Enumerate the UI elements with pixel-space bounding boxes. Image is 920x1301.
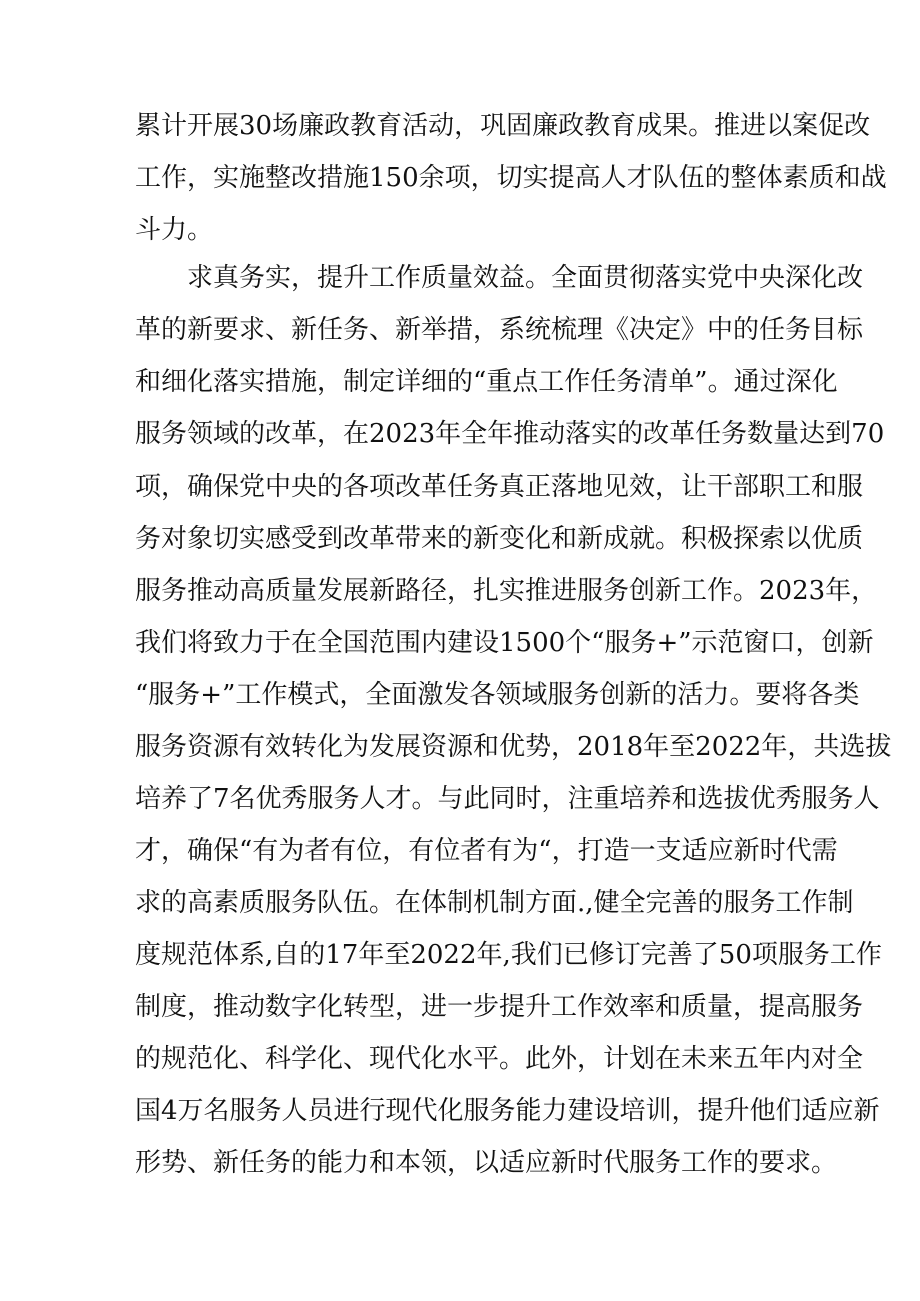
text-line-15: 才，确保“有为者有位，有位者有为“，打造一支适应新时代需 [135,836,838,866]
text-line-19: 的规范化、科学化、现代化水平。此外，计划在未来五年内对全 [135,1044,864,1074]
text-line-3: 斗力。 [135,215,214,245]
text-line-6: 和细化落实措施，制定详细的“重点工作任务清单”。通过深化 [135,367,838,397]
text-line-12: “服务+”工作模式，全面激发各领域服务创新的活力。要将各类 [135,680,860,710]
text-line-17: 度规范体系,自的17年至2022年,我们已修订完善了50项服务工作 [135,940,882,970]
text-line-5: 革的新要求、新任务、新举措，系统梳理《决定》中的任务目标 [135,315,864,345]
text-line-16: 求的高素质服务队伍。在体制机制方面.,健全完善的服务工作制 [135,888,854,918]
text-line-8: 项，确保党中央的各项改革任务真正落地见效，让干部职工和服 [135,472,864,502]
text-line-18: 制度，推动数字化转型，进一步提升工作效率和质量，提高服务 [135,992,864,1022]
text-line-20: 国4万名服务人员进行现代化服务能力建设培训，提升他们适应新 [135,1096,880,1126]
text-line-14: 培养了7名优秀服务人才。与此同时，注重培养和选拔优秀服务人 [135,784,880,814]
text-line-11: 我们将致力于在全国范围内建设1500个“服务+”示范窗口，创新 [135,628,874,658]
text-line-1: 累计开展30场廉政教育活动，巩固廉政教育成果。推进以案促改 [135,111,871,141]
text-line-21: 形势、新任务的能力和本领，以适应新时代服务工作的要求。 [135,1148,838,1178]
text-line-13: 服务资源有效转化为发展资源和优势，2018年至2022年，共选拔 [135,732,892,762]
text-line-10: 服务推动高质量发展新路径，扎实推进服务创新工作。2023年， [135,576,878,606]
text-line-4: 求真务实，提升工作质量效益。全面贯彻落实党中央深化改 [187,263,864,293]
text-line-9: 务对象切实感受到改革带来的新变化和新成就。积极探索以优质 [135,524,864,554]
text-line-2: 工作，实施整改措施150余项，切实提高人才队伍的整体素质和战 [135,163,887,193]
text-line-7: 服务领域的改革，在2023年全年推动落实的改革任务数量达到70 [135,419,885,449]
